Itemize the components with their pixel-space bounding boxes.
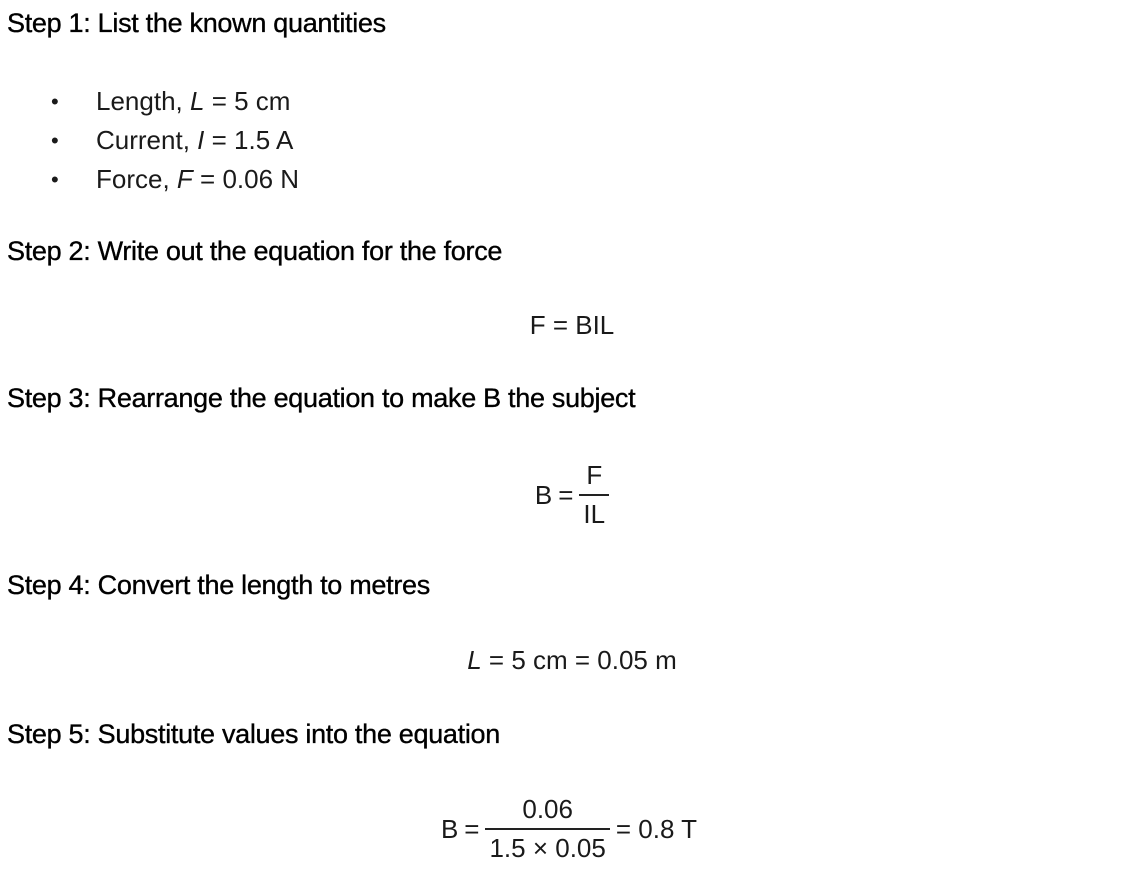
length-conversion <box>0 645 1144 676</box>
length-symbol: L <box>467 645 482 675</box>
fraction-numerator: F <box>579 460 609 496</box>
quantity-symbol: F <box>176 164 193 194</box>
equals-sign: = <box>464 813 480 844</box>
step-4-heading: Step 4: Convert the length to metres <box>7 570 430 600</box>
fraction-numerator: 0.06 <box>485 794 609 830</box>
equals-sign: = <box>558 479 574 510</box>
quantity-symbol: I <box>197 125 205 155</box>
substituted-equation <box>0 794 1144 864</box>
quantity-value: = 0.06 N <box>200 164 300 194</box>
fraction-denominator: 1.5 × 0.05 <box>489 833 606 863</box>
quantity-symbol: L <box>189 86 205 116</box>
bullet: • <box>51 128 59 153</box>
step-1-heading: Step 1: List the known quantities <box>7 8 386 38</box>
fraction <box>579 460 609 530</box>
force-equation: F = BIL <box>529 310 615 340</box>
quantity-label: Force, <box>96 164 170 194</box>
quantity-label: Length, <box>96 86 183 116</box>
fraction <box>485 794 609 864</box>
quantity-label: Current, <box>96 125 190 155</box>
fraction-denominator: IL <box>583 499 606 529</box>
rearranged-equation <box>0 460 1144 530</box>
length-conversion-text: = 5 cm = 0.05 m <box>488 645 677 675</box>
step-2-heading: Step 2: Write out the equation for the force <box>7 236 503 266</box>
step-5-heading: Step 5: Substitute values into the equation <box>7 719 500 749</box>
bullet: • <box>51 89 59 114</box>
bullet: • <box>51 167 59 192</box>
equation-lhs: B <box>534 479 553 510</box>
quantity-value: = 5 cm <box>211 86 291 116</box>
step-3-heading: Step 3: Rearrange the equation to make B the subject <box>7 383 636 413</box>
quantity-value: = 1.5 A <box>211 125 294 155</box>
equation-lhs: B <box>440 813 459 844</box>
equation-result: = 0.8 T <box>615 813 698 844</box>
